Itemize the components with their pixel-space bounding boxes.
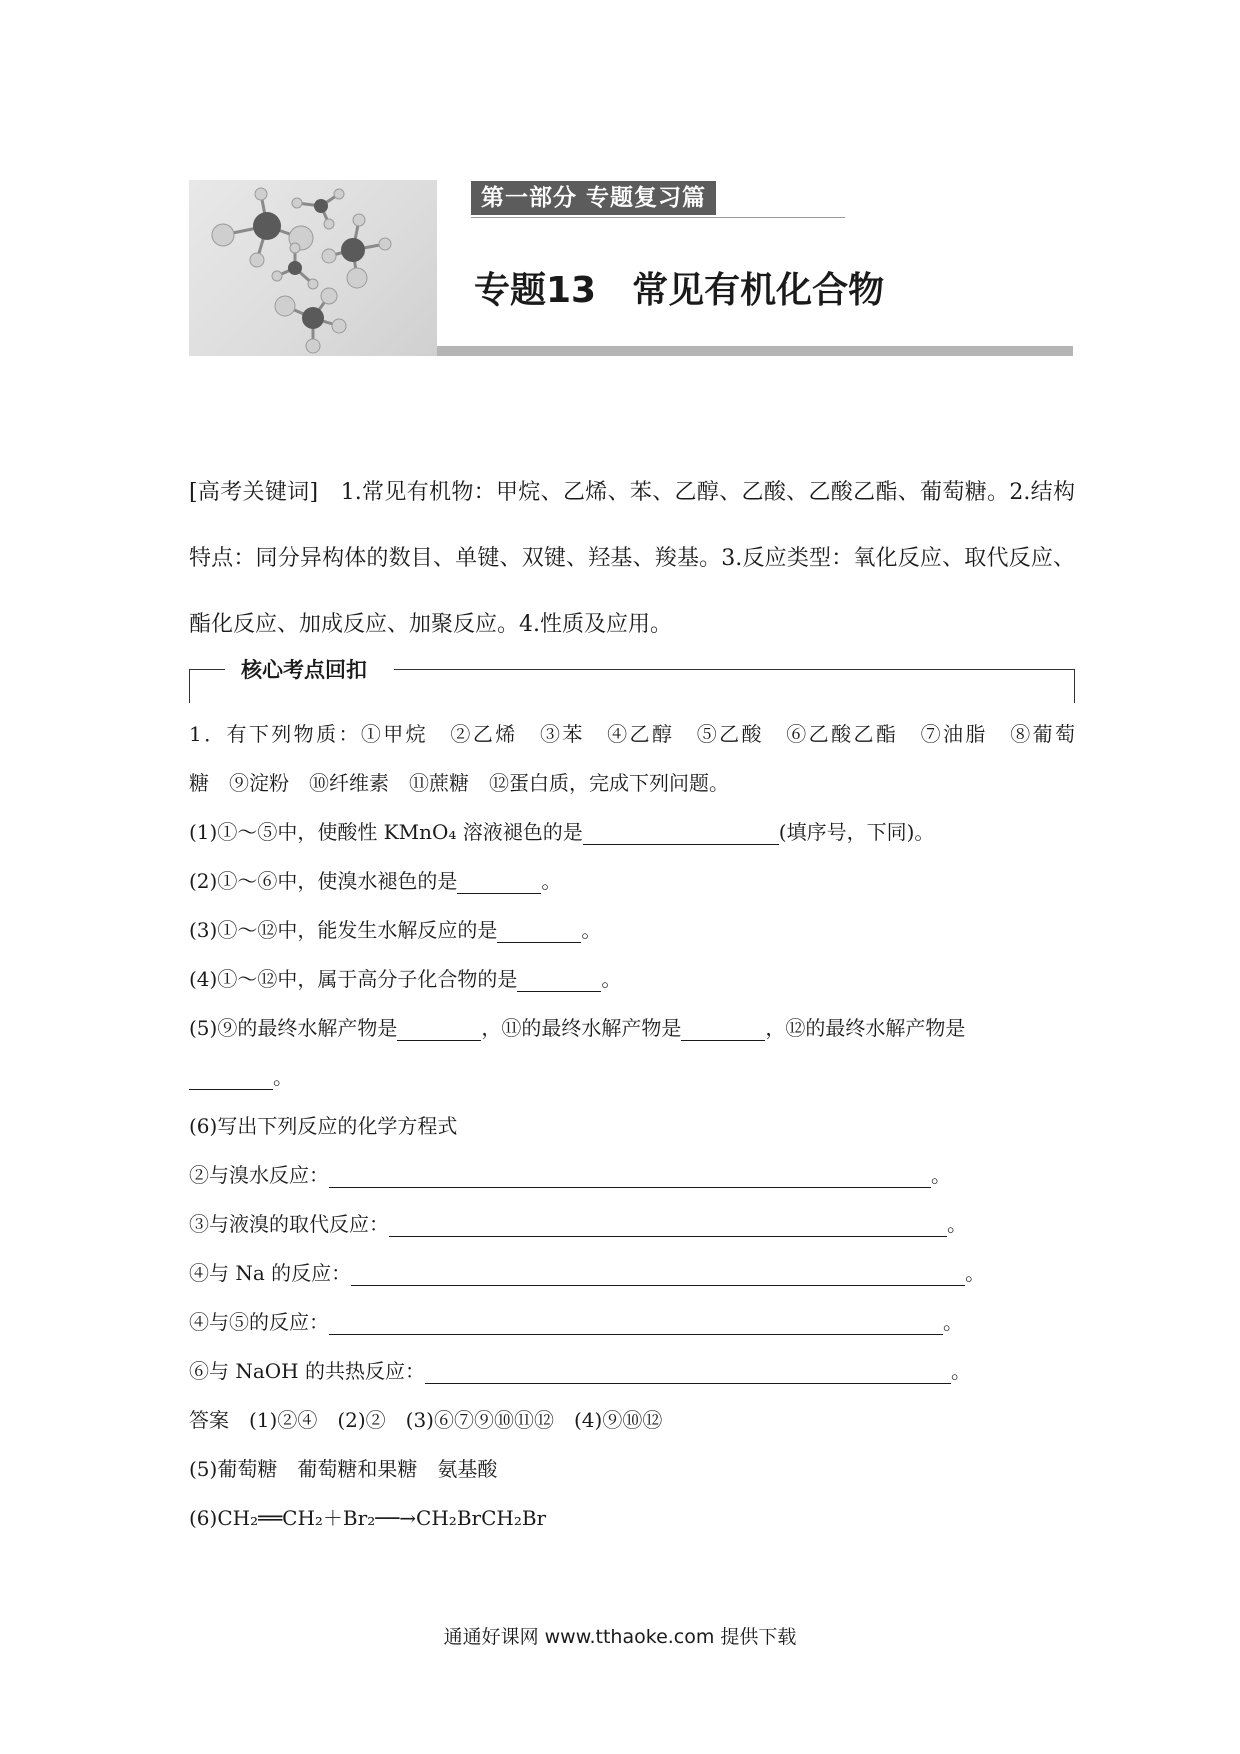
period: 。	[931, 1163, 951, 1187]
eq5-label: ⑥与 NaOH 的共热反应：	[189, 1359, 425, 1383]
section-label: 核心考点回扣	[241, 658, 367, 682]
eq4-label: ④与⑤的反应：	[189, 1310, 329, 1334]
answer-blank[interactable]	[497, 914, 581, 943]
section-rule-left-vertical	[189, 669, 190, 703]
q3-text: (3)①～⑫中，能发生水解反应的是	[189, 918, 498, 942]
period: 。	[965, 1261, 986, 1285]
q2-text: (2)①～⑥中，使溴水褪色的是	[189, 869, 458, 893]
eq3-label: ④与 Na 的反应：	[189, 1261, 352, 1285]
section-rule-right-vertical	[1074, 669, 1075, 703]
header-bar	[437, 346, 1073, 356]
answer-blank[interactable]	[389, 1208, 947, 1237]
question-1	[189, 808, 1075, 857]
section-header-box	[189, 650, 1075, 704]
answer-line-2: (5)葡萄糖 葡萄糖和果糖 氨基酸	[189, 1457, 498, 1481]
answer-blank[interactable]	[681, 1012, 765, 1041]
period: 。	[273, 1065, 293, 1089]
period: 。	[581, 918, 602, 942]
equation-4	[189, 1298, 1075, 1347]
question-6-title: (6)写出下列反应的化学方程式	[189, 1114, 458, 1138]
q5-text-c: ，⑫的最终水解产物是	[765, 1016, 966, 1040]
q4-text: (4)①～⑫中，属于高分子化合物的是	[189, 967, 518, 991]
period: 。	[950, 1359, 971, 1383]
q5-text-b: ，⑪的最终水解产物是	[481, 1016, 682, 1040]
answer-blank[interactable]	[517, 963, 601, 992]
equation-2	[189, 1200, 1075, 1249]
answer-blank[interactable]	[397, 1012, 481, 1041]
q1-text: (1)①～⑤中，使酸性 KMnO₄ 溶液褪色的是	[189, 820, 583, 844]
chapter-title: 专题13 常见有机化合物	[474, 270, 885, 311]
answer-line-3: (6)CH₂══CH₂＋Br₂──→CH₂BrCH₂Br	[189, 1506, 547, 1530]
period: 。	[947, 1212, 967, 1236]
eq2-label: ③与液溴的取代反应：	[189, 1212, 389, 1236]
question-intro-line2: 糖 ⑨淀粉 ⑩纤维素 ⑪蔗糖 ⑫蛋白质，完成下列问题。	[189, 771, 729, 795]
tag-divider	[471, 217, 845, 218]
period: 。	[541, 869, 562, 893]
keywords-text: 1.常见有机物：甲烷、乙烯、苯、乙醇、乙酸、乙酸乙酯、葡萄糖。2.结构特点：同分异构体的数目、单键、双键、羟基、羧基。3.反应类型：氧化反应、取代反应、酯化反应、加成反应、加聚反应。4.性质及应用。	[189, 480, 1075, 637]
answer-line-1: 答案 (1)②④ (2)② (3)⑥⑦⑨⑩⑪⑫ (4)⑨⑩⑫	[189, 1408, 663, 1432]
period: 。	[601, 967, 622, 991]
question-5	[189, 1004, 1075, 1053]
question-2	[189, 857, 1075, 906]
equation-1	[189, 1151, 1075, 1200]
molecule-illustration	[189, 180, 437, 356]
question-intro-line1: 1．有下列物质：①甲烷 ②乙烯 ③苯 ④乙醇 ⑤乙酸 ⑥乙酸乙酯 ⑦油脂 ⑧葡萄	[189, 722, 1075, 746]
question-block	[189, 710, 1075, 1543]
question-5-continued	[189, 1053, 1075, 1102]
question-4	[189, 955, 1075, 1004]
eq1-label: ②与溴水反应：	[189, 1163, 329, 1187]
q5-text-a: (5)⑨的最终水解产物是	[189, 1016, 398, 1040]
q1-suffix: (填序号，下同)。	[778, 820, 935, 844]
section-rule-left	[189, 669, 225, 670]
keywords-label: [高考关键词]	[189, 480, 319, 505]
answer-blank[interactable]	[351, 1257, 965, 1286]
keywords-paragraph	[189, 460, 1075, 658]
equation-3	[189, 1249, 1075, 1298]
answer-blank[interactable]	[189, 1061, 273, 1090]
molecule-model-icon	[189, 180, 437, 356]
section-tag: 第一部分 专题复习篇	[471, 181, 716, 215]
equation-5	[189, 1347, 1075, 1396]
answer-blank[interactable]	[457, 865, 541, 894]
answer-blank[interactable]	[329, 1159, 931, 1188]
answer-blank[interactable]	[329, 1306, 943, 1335]
footer-credit: 通通好课网 www.tthaoke.com 提供下载	[443, 1626, 797, 1648]
period: 。	[943, 1310, 963, 1334]
question-3	[189, 906, 1075, 955]
answer-blank[interactable]	[583, 816, 779, 845]
answer-blank[interactable]	[425, 1355, 951, 1384]
section-rule-right	[394, 669, 1075, 670]
